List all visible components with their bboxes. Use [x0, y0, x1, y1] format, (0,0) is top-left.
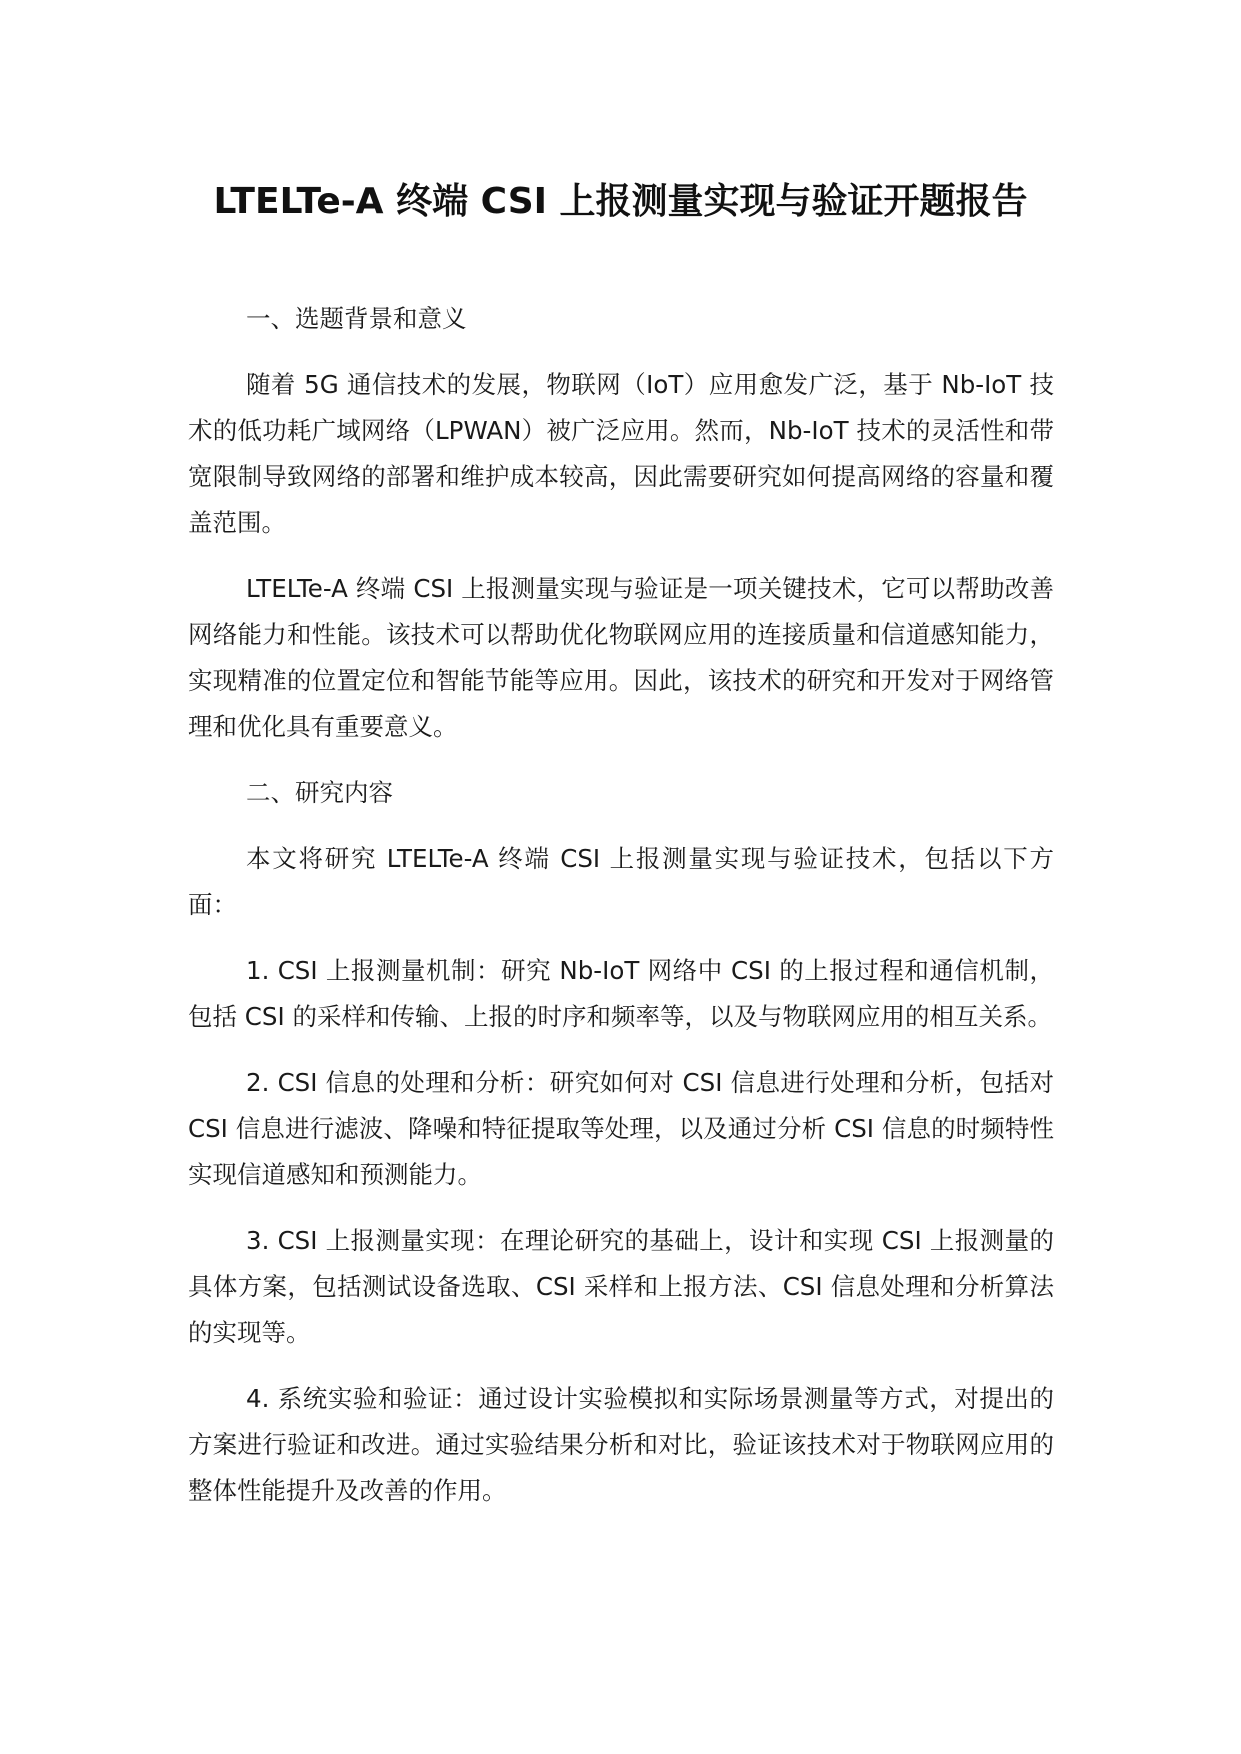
- section-heading-research-content: 二、研究内容: [246, 778, 393, 807]
- list-item: 1. CSI 上报测量机制：研究 Nb-IoT 网络中 CSI 的上报过程和通信机制，包括 CSI 的采样和传输、上报的时序和频率等，以及与物联网应用的相互关系。: [188, 956, 1054, 1031]
- document-body: [188, 296, 1054, 1534]
- paragraph-background-1: 随着 5G 通信技术的发展，物联网（IoT）应用愈发广泛，基于 Nb-IoT 技术的低功耗广域网络（LPWAN）被广泛应用。然而，Nb-IoT 技术的灵活性和带宽限制导致网络的部署和维护成本较高，因此需要研究如何提高网络的容量和覆盖范围。: [188, 370, 1054, 537]
- list-item: 4. 系统实验和验证：通过设计实验模拟和实际场景测量等方式，对提出的方案进行验证和改进。通过实验结果分析和对比，验证该技术对于物联网应用的整体性能提升及改善的作用。: [188, 1384, 1054, 1505]
- document-title: LTELTe-A 终端 CSI 上报测量实现与验证开题报告: [213, 181, 1028, 222]
- list-item: 2. CSI 信息的处理和分析：研究如何对 CSI 信息进行处理和分析，包括对 CSI 信息进行滤波、降噪和特征提取等处理，以及通过分析 CSI 信息的时频特性实现信道感知和预测能力。: [188, 1068, 1054, 1189]
- section-heading-background: 一、选题背景和意义: [246, 304, 467, 333]
- paragraph-background-2: LTELTe-A 终端 CSI 上报测量实现与验证是一项关键技术，它可以帮助改善网络能力和性能。该技术可以帮助优化物联网应用的连接质量和信道感知能力，实现精准的位置定位和智能节能等应用。因此，该技术的研究和开发对于网络管理和优化具有重要意义。: [188, 574, 1054, 741]
- paragraph-research-intro: 本文将研究 LTELTe-A 终端 CSI 上报测量实现与验证技术，包括以下方面：: [188, 844, 1054, 919]
- list-item: 3. CSI 上报测量实现：在理论研究的基础上，设计和实现 CSI 上报测量的具体方案，包括测试设备选取、CSI 采样和上报方法、CSI 信息处理和分析算法的实现等。: [188, 1226, 1054, 1347]
